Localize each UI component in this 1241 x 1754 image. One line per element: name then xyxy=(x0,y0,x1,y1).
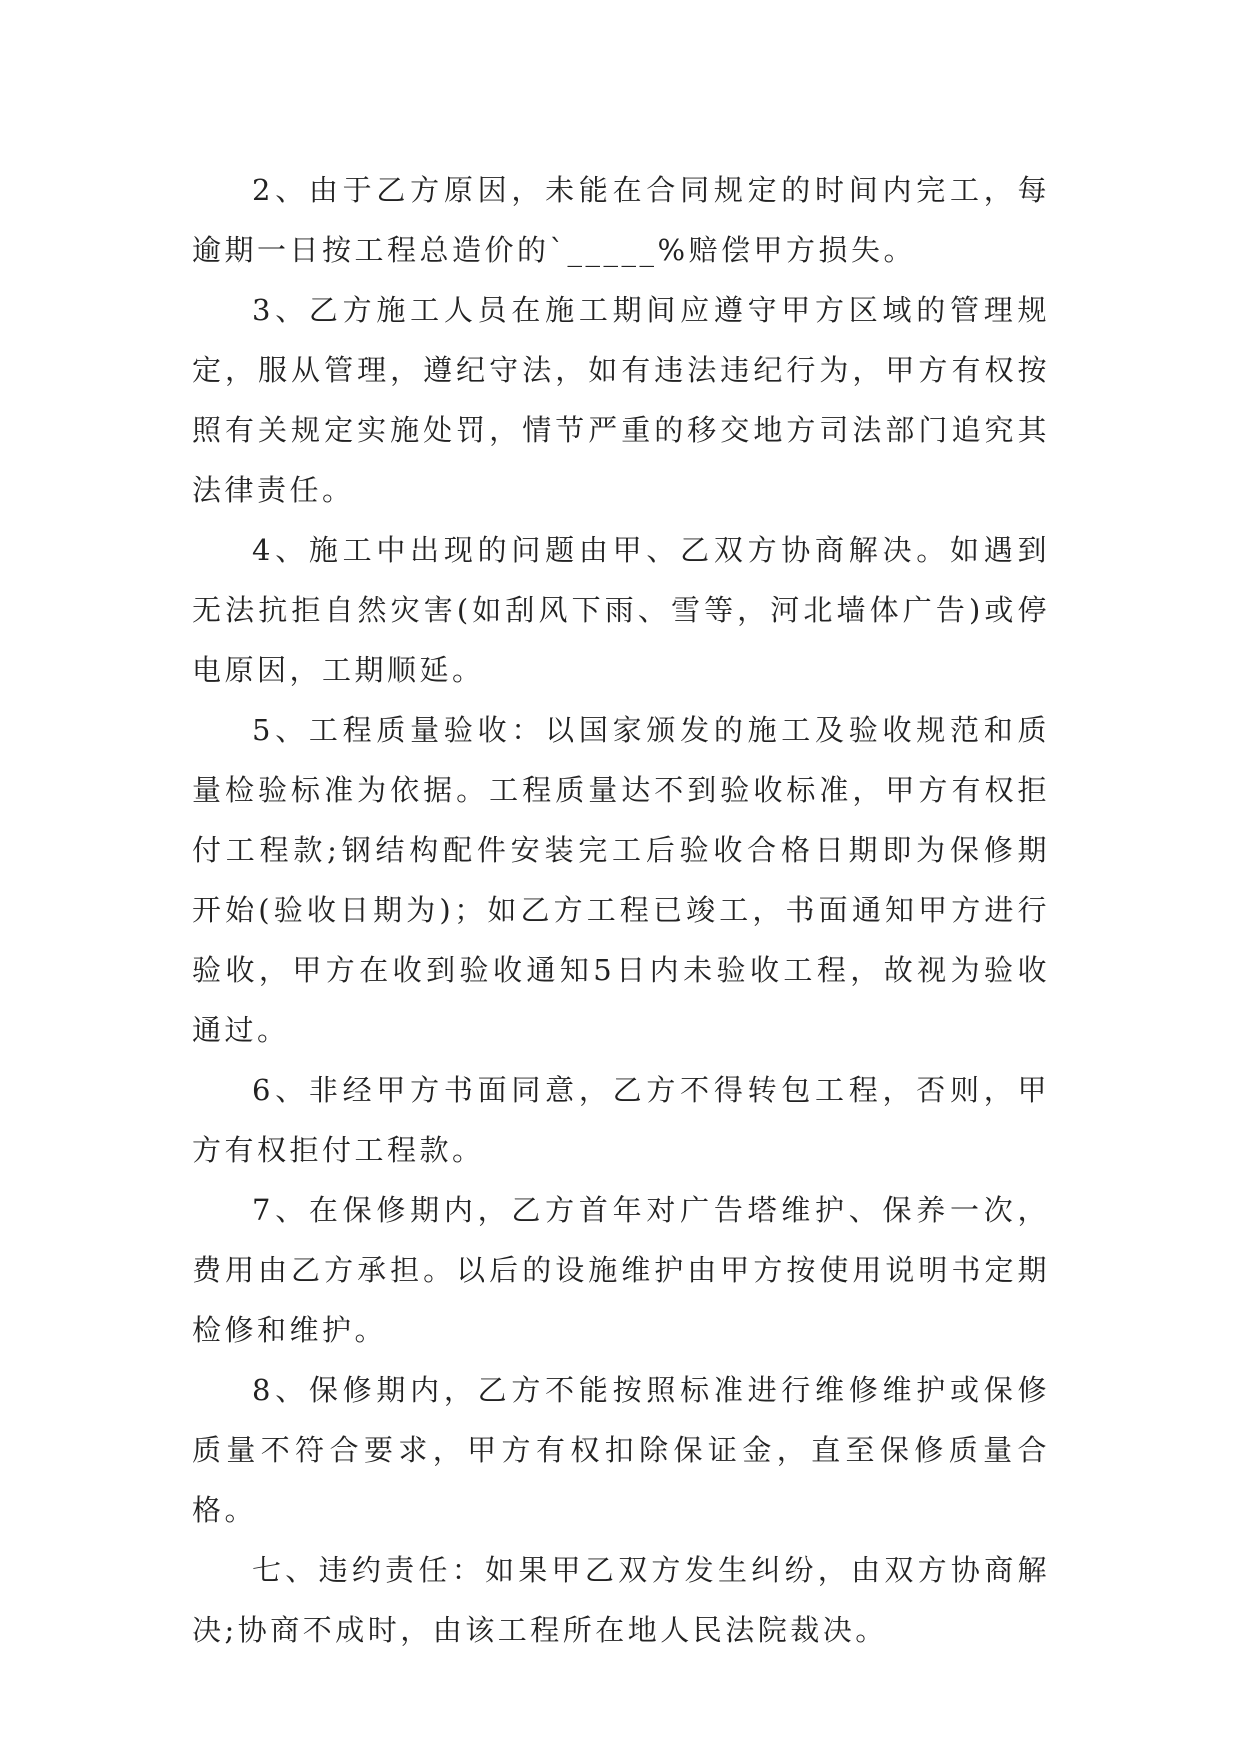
paragraph-clause-8: 8、保修期内，乙方不能按照标准进行维修维护或保修质量不符合要求，甲方有权扣除保证金，直至保修质量合格。 xyxy=(192,1373,1050,1527)
paragraph-clause-5: 5、工程质量验收：以国家颁发的施工及验收规范和质量检验标准为依据。工程质量达不到验收标准，甲方有权拒付工程款;钢结构配件安装完工后验收合格日期即为保修期开始(验收日期为)；如乙方工程已竣工，书面通知甲方进行验收，甲方在收到验收通知5日内未验收工程，故视为验收通过。 xyxy=(192,713,1050,1047)
paragraph-clause-3: 3、乙方施工人员在施工期间应遵守甲方区域的管理规定，服从管理，遵纪守法，如有违法违纪行为，甲方有权按照有关规定实施处罚，情节严重的移交地方司法部门追究其法律责任。 xyxy=(192,293,1050,507)
paragraph-section-breach-liability: 七、违约责任：如果甲乙双方发生纠纷，由双方协商解决;协商不成时，由该工程所在地人民法院裁决。 xyxy=(192,1553,1050,1647)
paragraph-clause-2: 2、由于乙方原因，未能在合同规定的时间内完工，每逾期一日按工程总造价的`_____%赔偿甲方损失。 xyxy=(192,173,1050,267)
paragraph-clause-6: 6、非经甲方书面同意，乙方不得转包工程，否则，甲方有权拒付工程款。 xyxy=(192,1073,1050,1167)
paragraph-clause-4: 4、施工中出现的问题由甲、乙双方协商解决。如遇到无法抗拒自然灾害(如刮风下雨、雪等，河北墙体广告)或停电原因，工期顺延。 xyxy=(192,533,1050,687)
document-body xyxy=(192,160,1050,1660)
paragraph-clause-7: 7、在保修期内，乙方首年对广告塔维护、保养一次，费用由乙方承担。以后的设施维护由甲方按使用说明书定期检修和维护。 xyxy=(192,1193,1050,1347)
